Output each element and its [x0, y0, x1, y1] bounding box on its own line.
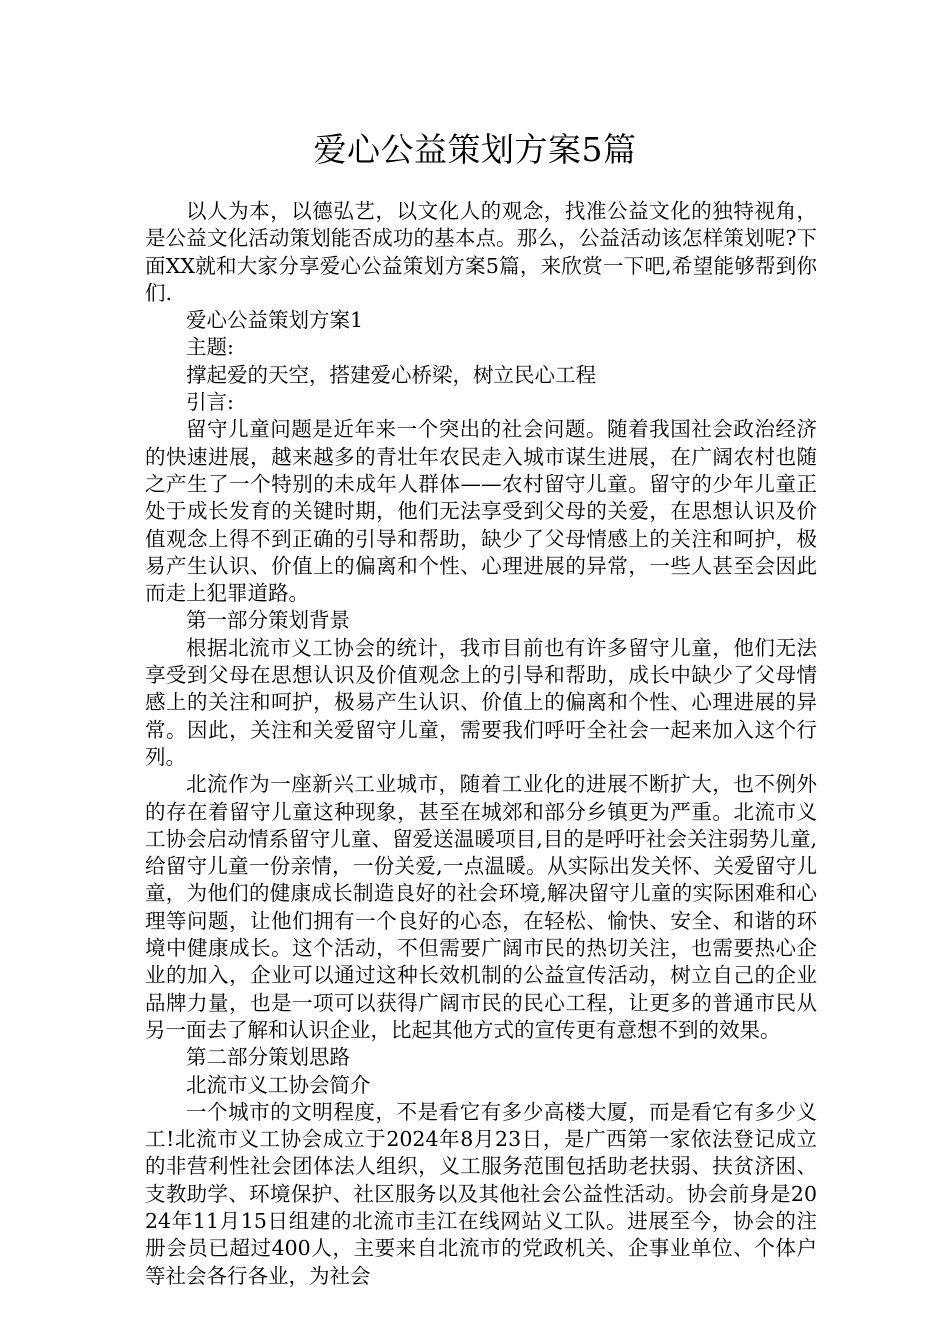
part-two-heading: 第二部分策划思路 [186, 1045, 350, 1070]
theme-label: 主题: [186, 335, 234, 360]
section-heading-plan-1: 爱心公益策划方案1 [186, 308, 364, 333]
association-intro-paragraph: 一个城市的文明程度，不是看它有多少高楼大厦，而是看它有多少义工!北流市义工协会成立于2024年8月23日，是广西第一家依法登记成立的非营利性社会团体法人组织，义工服务范围包括助老扶弱、扶贫济困、支教助学、环境保护、社区服务以及其他社会公益性活动。协会前身是2024年11月15日组建的北流市圭江在线网站义工队。进展至今，协会的注册会员已超过400人，主要来自北流市的党政机关、企事业单位、个体户等社会各行各业，为社会 [145, 1099, 817, 1288]
part-one-heading: 第一部分策划背景 [186, 608, 350, 633]
document-body [145, 198, 817, 1290]
document-title: 爱心公益策划方案5篇 [313, 130, 637, 169]
background-paragraph-1: 根据北流市义工协会的统计，我市目前也有许多留守儿童，他们无法享受到父母在思想认识及价值观念上的引导和帮助，成长中缺少了父母情感上的关注和呵护，极易产生认识、价值上的偏离和个性、心理进展的异常。因此，关注和关爱留守儿童，需要我们呼吁全社会一起来加入这个行列。 [145, 635, 817, 769]
preface-label: 引言: [186, 390, 234, 415]
background-paragraph-2: 北流作为一座新兴工业城市，随着工业化的进展不断扩大，也不例外的存在着留守儿童这种现象，甚至在城郊和部分乡镇更为严重。北流市义工协会启动情系留守儿童、留爱送温暖项目,目的是呼吁社会关注弱势儿童,给留守儿童一份亲情，一份关爱,一点温暖。从实际出发关怀、关爱留守儿童，为他们的健康成长制造良好的社会环境,解决留守儿童的实际困难和心理等问题，让他们拥有一个良好的心态，在轻松、愉快、安全、和谐的环境中健康成长。这个活动，不但需要广阔市民的热切关注，也需要热心企业的加入，企业可以通过这种长效机制的公益宣传活动，树立自己的企业品牌力量，也是一项可以获得广阔市民的民心工程，让更多的普通市民从另一面去了解和认识企业，比起其他方式的宣传更有意想不到的效果。 [145, 772, 817, 1042]
theme-text: 撑起爱的天空，搭建爱心桥梁，树立民心工程 [186, 362, 596, 387]
intro-paragraph: 以人为本，以德弘艺，以文化人的观念，找准公益文化的独特视角，是公益文化活动策划能否成功的基本点。那么，公益活动该怎样策划呢?下面XX就和大家分享爱心公益策划方案5篇，来欣赏一下吧,希望能够帮到你们. [145, 199, 817, 305]
preface-paragraph: 留守儿童问题是近年来一个突出的社会问题。随着我国社会政治经济的快速进展，越来越多的青壮年农民走入城市谋生进展，在广阔农村也随之产生了一个特别的未成年人群体——农村留守儿童。留守的少年儿童正处于成长发育的关键时期，他们无法享受到父母的关爱，在思想认识及价值观念上得不到正确的引导和帮助，缺少了父母情感上的关注和呵护，极易产生认识、价值上的偏离和个性、心理进展的异常，一些人甚至会因此而走上犯罪道路。 [145, 417, 817, 606]
association-intro-heading: 北流市义工协会简介 [186, 1072, 371, 1097]
